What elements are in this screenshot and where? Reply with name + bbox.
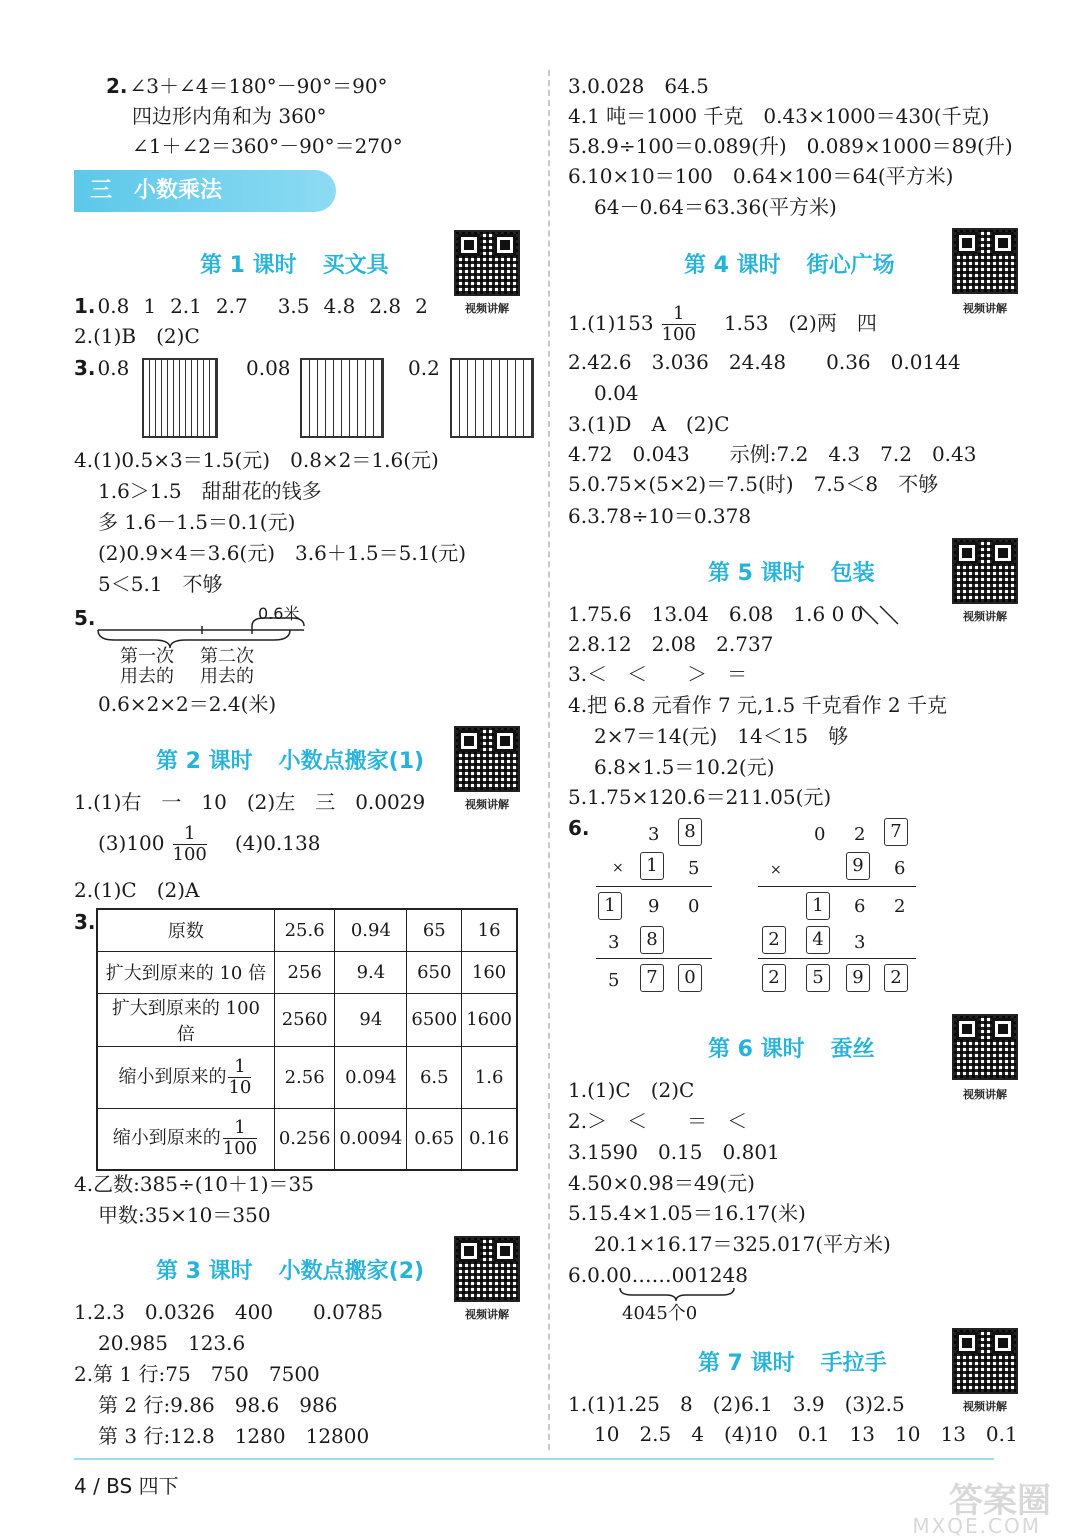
lesson-title: 第 6 课时 蚕丝: [708, 1037, 875, 1062]
calc-digit: 2: [894, 896, 906, 917]
qr-label: 视频讲解: [465, 302, 509, 315]
answer-line: 2.(1)C (2)A: [74, 878, 200, 902]
answer-line: 5.: [74, 606, 96, 630]
answer-line: 甲数:35×10＝350: [98, 1203, 271, 1227]
answer-line: 1.(1)右 一 10 (2)左 三 0.0029: [74, 790, 426, 814]
answer-line: 2.42.6 3.036 24.48 0.36 0.0144: [568, 350, 961, 374]
qr-code-icon[interactable]: [454, 230, 520, 296]
answer-line: 2×7＝14(元) 14＜15 够: [594, 724, 849, 748]
answer-line: 2. ∠3＋∠4＝180°－90°＝90°: [106, 74, 388, 98]
answer-line: 2.第 1 行:75 750 7500: [74, 1362, 320, 1386]
calc-box: 9: [846, 852, 870, 880]
times-sign: ×: [770, 862, 782, 878]
calc-digit: 3: [608, 932, 620, 953]
answer-line: 2.8.12 2.08 2.737: [568, 632, 774, 656]
answer-line: 0.04: [594, 381, 639, 405]
answer-line: 4.1 吨＝1000 千克 0.43×1000＝430(千克): [568, 104, 990, 128]
answer-value: 0.08: [246, 356, 291, 380]
qr-label: 视频讲解: [465, 798, 509, 811]
brace-label: 4045个0: [622, 1303, 698, 1324]
segment-label: 用去的: [200, 666, 254, 687]
lesson-title: 第 1 课时 买文具: [200, 253, 389, 278]
answer-line: (3)100 $\frac{1}{100}$ (4)0.138: [98, 823, 321, 865]
shaded-grid: [450, 358, 534, 438]
qr-code-icon[interactable]: [952, 538, 1018, 604]
answer-line: 6.3.78÷10＝0.378: [568, 504, 752, 528]
answer-line: 4.把 6.8 元看作 7 元,1.5 千克看作 2 千克: [568, 693, 948, 717]
answer-table: [96, 908, 518, 1171]
calc-box: 1: [640, 852, 664, 880]
segment-label: 0.6米: [258, 604, 300, 623]
answer-line: 6.10×10＝100 0.64×100＝64(平方米): [568, 164, 954, 188]
answer-line: 6.: [568, 816, 590, 840]
qr-label: 视频讲解: [963, 1400, 1007, 1413]
segment-label: 用去的: [120, 666, 174, 687]
qr-label: 视频讲解: [465, 1308, 509, 1321]
calc-line: [596, 886, 712, 887]
calc-box: 2: [762, 926, 786, 954]
answer-line: 5.15.4×1.05＝16.17(米): [568, 1201, 806, 1225]
answer-line: 1.(1)C (2)C: [568, 1078, 695, 1102]
calc-digit: 2: [854, 824, 866, 845]
table-row: 缩小到原来的 $\frac{1}{100}$ 0.256 0.0094 0.65 0.16: [97, 1108, 517, 1170]
lesson-title: 第 4 课时 街心广场: [684, 253, 895, 278]
segment-label: 第一次: [120, 646, 174, 667]
answer-line: 3.1590 0.15 0.801: [568, 1140, 780, 1164]
lesson-title: 第 5 课时 包装: [708, 561, 875, 586]
answer-line: 1.75.6 13.04 6.08 1.6 0 0: [568, 602, 864, 626]
table-row: 缩小到原来的 $\frac{1}{10}$ 2.56 0.094 6.5 1.6: [97, 1046, 517, 1108]
watermark-url: MXQE.COM: [912, 1514, 1041, 1538]
answer-line: 6.8×1.5＝10.2(元): [594, 755, 775, 779]
table-row: 扩大到原来的 10 倍 256 9.4 650 160: [97, 951, 517, 993]
chapter-banner: 三 小数乘法: [74, 170, 336, 212]
answer-line: 四边形内角和为 360°: [132, 104, 327, 128]
answer-line: 5.8.9÷100＝0.089(升) 0.089×1000＝89(升): [568, 134, 1013, 158]
lesson-title: 第 2 课时 小数点搬家(1): [156, 749, 425, 774]
answer-line: 3.: [74, 910, 96, 934]
calc-digit: 6: [854, 896, 866, 917]
answer-line: 4.72 0.043 示例:7.2 4.3 7.2 0.43: [568, 442, 977, 466]
answer-line: 第 3 行:12.8 1280 12800: [98, 1424, 370, 1448]
watermark: 答案圈: [949, 1481, 1051, 1521]
answer-line: 5.0.75×(5×2)＝7.5(时) 7.5＜8 不够: [568, 472, 939, 496]
footer-rule: [74, 1458, 994, 1460]
answer-line: 10 2.5 4 (4)10 0.1 13 10 13 0.1: [594, 1422, 1018, 1446]
calc-box: 1: [598, 892, 622, 920]
answer-value: 0.2: [408, 356, 440, 380]
answer-line: ∠1＋∠2＝360°－90°＝270°: [132, 134, 403, 158]
answer-line: 64－0.64＝63.36(平方米): [594, 195, 837, 219]
calc-box: 2: [884, 964, 908, 992]
calc-box: 1: [806, 892, 830, 920]
times-sign: ×: [612, 860, 624, 876]
answer-line: 3.(1)D A (2)C: [568, 412, 730, 436]
answer-line: 1.(1)1.25 8 (2)6.1 3.9 (3)2.5: [568, 1392, 905, 1416]
calc-digit: 0: [688, 896, 700, 917]
shaded-grid: [142, 358, 218, 438]
qr-code-icon[interactable]: [952, 1328, 1018, 1394]
answer-line: 2.(1)B (2)C: [74, 324, 200, 348]
answer-line: 3.0.028 64.5: [568, 74, 709, 98]
answer-line: 3.＜ ＜ ＞ ＝: [568, 662, 748, 686]
calc-box: 7: [884, 818, 908, 846]
calc-digit: 0: [814, 824, 826, 845]
calc-digit: 6: [894, 858, 906, 879]
calc-digit: 5: [688, 858, 700, 879]
column-divider: [548, 70, 550, 1450]
qr-code-icon[interactable]: [952, 228, 1018, 294]
answer-line: (2)0.9×4＝3.6(元) 3.6＋1.5＝5.1(元): [98, 541, 467, 565]
qr-code-icon[interactable]: [454, 1236, 520, 1302]
qr-label: 视频讲解: [963, 610, 1007, 623]
answer-line: 5＜5.1 不够: [98, 572, 223, 596]
answer-line: 5.1.75×120.6＝211.05(元): [568, 785, 832, 809]
answer-line: 0.6×2×2＝2.4(米): [98, 692, 277, 716]
calc-box: 5: [806, 964, 830, 992]
calc-digit: 3: [854, 932, 866, 953]
calc-box: 9: [846, 964, 870, 992]
calc-line: [758, 958, 916, 959]
answer-line: 1. 0.8 1 2.1 2.7 3.5 4.8 2.8 2: [74, 294, 428, 318]
calc-box: 8: [678, 818, 702, 846]
answer-line: 4.乙数:385÷(10＋1)＝35: [74, 1172, 314, 1196]
answer-line: 4.50×0.98＝49(元): [568, 1171, 755, 1195]
shaded-grid: [300, 358, 384, 438]
table-row: 原数 25.6 0.94 65 16: [97, 909, 517, 951]
calc-line: [596, 958, 712, 959]
qr-code-icon[interactable]: [454, 726, 520, 792]
calc-digit: 3: [648, 824, 660, 845]
calc-box: 4: [806, 926, 830, 954]
calc-box: 0: [678, 964, 702, 992]
answer-line: 3. 0.8: [74, 356, 130, 380]
calc-digit: 5: [608, 970, 620, 991]
lesson-title: 第 7 课时 手拉手: [698, 1351, 887, 1376]
calc-box: 2: [762, 964, 786, 992]
strike-marks: [856, 604, 906, 626]
answer-line: 6.0.00……001248: [568, 1263, 748, 1287]
answer-line: 1.2.3 0.0326 400 0.0785: [74, 1300, 384, 1324]
answer-line: 2.＞ ＜ ＝ ＜: [568, 1109, 748, 1133]
qr-code-icon[interactable]: [952, 1014, 1018, 1080]
calc-line: [758, 886, 916, 887]
answer-line: 20.1×16.17＝325.017(平方米): [594, 1232, 891, 1256]
answer-line: 第 2 行:9.86 98.6 986: [98, 1393, 338, 1417]
table-row: 扩大到原来的 100 倍 2560 94 6500 1600: [97, 993, 517, 1046]
calc-box: 7: [640, 964, 664, 992]
answer-line: 20.985 123.6: [98, 1331, 246, 1355]
answer-line: 1.(1)153 $\frac{1}{100}$ 1.53 (2)两 四: [568, 303, 877, 345]
calc-digit: 9: [648, 896, 660, 917]
calc-box: 8: [640, 926, 664, 954]
qr-label: 视频讲解: [963, 1088, 1007, 1101]
page-footer: 4 / BS 四下: [74, 1474, 179, 1498]
answer-line: 4.(1)0.5×3＝1.5(元) 0.8×2＝1.6(元): [74, 448, 439, 472]
qr-label: 视频讲解: [963, 302, 1007, 315]
segment-label: 第二次: [200, 646, 254, 667]
answer-line: 1.6＞1.5 甜甜花的钱多: [98, 479, 322, 503]
lesson-title: 第 3 课时 小数点搬家(2): [156, 1259, 425, 1284]
answer-line: 多 1.6－1.5＝0.1(元): [98, 510, 296, 534]
